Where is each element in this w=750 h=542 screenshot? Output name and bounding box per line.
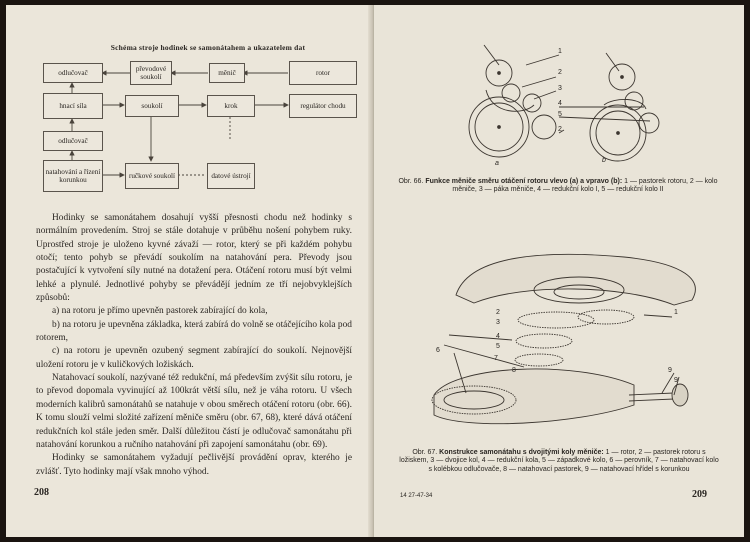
fig66-label-2b: 2 <box>558 126 562 133</box>
box-odlucovac-bottom: odlučovač <box>43 131 103 151</box>
fig67-label-8: 8 <box>512 367 516 374</box>
fig66-caption-rest: 1 — pastorek rotoru, 2 — kolo měniče, 3 — páka měniče, 4 — redukční kolo I, 5 — redukční kolo II <box>452 178 718 194</box>
diagram-title: Schéma stroje hodinek se samonátahem a ukazatelem dat <box>110 43 306 52</box>
fig66-caption-lead: Obr. 66. <box>398 178 426 185</box>
paragraph-c: c) na rotoru je upevněn ozubený segment zabírající do soukolí. Nejnovější uložení rotoru je v kuličkových ložiskách. <box>36 346 352 370</box>
box-regulator-chodu: regulátor chodu <box>289 94 357 118</box>
box-hnaci-sila: hnací síla <box>43 93 103 119</box>
box-prevodove-soukoli: převodové soukolí <box>130 61 172 85</box>
fig66-caption-bold: Funkce měniče směru otáčení rotoru vlevo (a) a vpravo (b): <box>425 178 623 185</box>
fig67-label-5: 5 <box>496 343 500 350</box>
fig67-caption <box>398 449 720 474</box>
box-krok: krok <box>207 95 255 117</box>
fig67-label-1: 1 <box>674 309 678 316</box>
fig67-label-7: 7 <box>494 355 498 362</box>
box-ruckove-soukoli: ručkové soukolí <box>125 163 179 189</box>
right-page <box>374 5 744 537</box>
box-datove-ustroji: datové ústrojí <box>207 163 255 189</box>
paragraph-b: b) na rotoru je upevněna základka, která zabírá do volně se otáčejícího kola pod rotorem, <box>36 319 352 344</box>
print-mark: 14 27-47-34 <box>400 493 433 499</box>
fig66-label-2: 2 <box>558 69 562 76</box>
fig67-caption-bold: Konstrukce samonátahu s dvojitými koly měniče: <box>439 449 604 456</box>
fig67-label-9b: 9 <box>674 377 678 384</box>
figure-67-exploded-drawing <box>374 195 744 445</box>
paragraph-oprav: Hodinky se samonátahem vyžadují pečlivější provádění oprav, kterého je zvlášť. Tyto hodinky mají však mnoho výhod. <box>36 453 352 477</box>
paragraph-natahovaci: Natahovací soukolí, nazývané též redukční, má především zvýšit sílu rotoru, je to převod dopomala vyvinující až 100krát větší sílu, než je váha rotoru. U všech moderních kalibrů samonátahů se natahuje v obou směrech otáčení rotoru (obr. 66). K tomu slouží velmi složité zařízení měniče směru (obr. 67, 68), které dává otáčení redukčních kol stále jeden směr. Další důležitou částí je odlučovač samonátahu při natahování korunkou a ručního natahování při zapojení samonátahu (obr. 69). <box>36 373 352 450</box>
body-text <box>36 212 352 479</box>
page-number-left: 208 <box>34 487 49 498</box>
fig67-caption-rest: 1 — rotor, 2 — pastorek rotoru s ložiskem, 3 — dvojice kol, 4 — redukční kola, 5 — západkové kolo, 6 — perovník, 7 — natahovací kolo s kolébkou odlučovače, 8 — natahovací pastorek, 9 — natahovací hřídel s korunkou <box>399 449 719 473</box>
page-number-right: 209 <box>692 489 707 500</box>
fig66-label-3: 3 <box>558 85 562 92</box>
fig66-label-1: 1 <box>558 48 562 55</box>
left-page <box>6 5 372 537</box>
fig67-label-3: 3 <box>496 319 500 326</box>
paragraph-a: a) na rotoru je přímo upevněn pastorek zabírající do kola, <box>52 306 268 317</box>
book-spread <box>6 5 744 537</box>
box-rotor: rotor <box>289 61 357 85</box>
fig66-label-5: 5 <box>558 111 562 118</box>
fig66-sublabel-b: b <box>602 157 606 164</box>
fig66-label-4: 4 <box>558 100 562 107</box>
box-menic: měnič <box>209 63 245 83</box>
box-soukoli: soukolí <box>125 95 179 117</box>
fig67-label-9: 9 <box>668 367 672 374</box>
box-odlucovac-top: odlučovač <box>43 63 103 83</box>
fig67-caption-lead: Obr. 67. <box>412 449 440 456</box>
paragraph-intro: Hodinky se samonátahem dosahují vyšší přesnosti chodu než hodinky s normálním provedením. Stroj se stále dotahuje v průběhu nošení pohybem ruky. Uprostřed stroje je uloženo kyvné závaží — rotor, který se při každém pohybu otočí; tento pohyb se převádí soukolím na natahování pera. Převody jsou postačující k vytvoření síly nutné na dotažení pera. Otáčení rotoru musí být velmi lehké a plynulé. Jednotlivé pohyby se převádějí jedním ze tří nejobvyklejších způsobů: <box>36 213 352 304</box>
box-natahovani: natahování a řízení korunkou <box>43 160 103 192</box>
fig66-caption <box>398 178 718 195</box>
fig67-label-2: 2 <box>496 309 500 316</box>
fig66-sublabel-a: a <box>495 160 499 167</box>
fig67-label-6: 6 <box>436 347 440 354</box>
fig67-label-4: 4 <box>496 333 500 340</box>
